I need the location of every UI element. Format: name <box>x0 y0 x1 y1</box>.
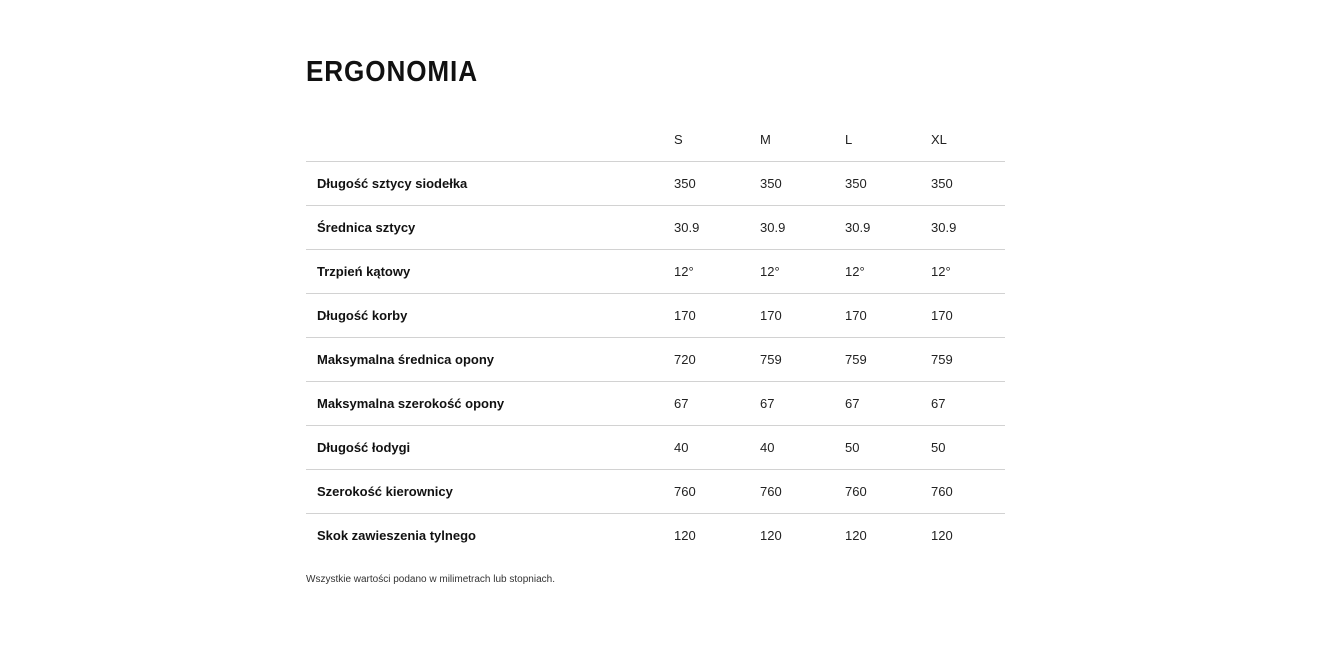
cell-value: 759 <box>844 338 930 382</box>
table-row <box>306 294 1005 338</box>
cell-value: 760 <box>844 470 930 514</box>
cell-value: 30.9 <box>930 206 1005 250</box>
cell-value: 759 <box>759 338 844 382</box>
table-row <box>306 470 1005 514</box>
cell-value: 50 <box>844 426 930 470</box>
cell-value: 12° <box>930 250 1005 294</box>
header-label-col <box>306 117 673 162</box>
cell-value: 760 <box>759 470 844 514</box>
table-row <box>306 426 1005 470</box>
cell-value: 30.9 <box>759 206 844 250</box>
table-header-row <box>306 117 1005 162</box>
row-label: Maksymalna średnica opony <box>306 338 673 382</box>
cell-value: 720 <box>673 338 759 382</box>
cell-value: 350 <box>759 162 844 206</box>
table-row <box>306 162 1005 206</box>
cell-value: 350 <box>673 162 759 206</box>
row-label: Długość korby <box>306 294 673 338</box>
cell-value: 40 <box>673 426 759 470</box>
cell-value: 350 <box>844 162 930 206</box>
size-header-l: L <box>844 117 930 162</box>
cell-value: 40 <box>759 426 844 470</box>
cell-value: 67 <box>673 382 759 426</box>
units-footnote: Wszystkie wartości podano w milimetrach lub stopniach. <box>306 574 555 585</box>
row-label: Trzpień kątowy <box>306 250 673 294</box>
table-row <box>306 250 1005 294</box>
cell-value: 120 <box>674 528 696 543</box>
cell-value: 30.9 <box>673 206 759 250</box>
cell-value: 12° <box>759 250 844 294</box>
cell-value: 120 <box>845 528 867 543</box>
cell-value: 350 <box>930 162 1005 206</box>
cell-value: 67 <box>930 382 1005 426</box>
cell-value: 170 <box>759 294 844 338</box>
cell-value: 759 <box>930 338 1005 382</box>
cell-value: 170 <box>930 294 1005 338</box>
cell-value: 170 <box>844 294 930 338</box>
table-row <box>306 206 1005 250</box>
section-title: ERGONOMIA <box>306 56 478 88</box>
cell-value: 12° <box>844 250 930 294</box>
row-label: Szerokość kierownicy <box>306 470 673 514</box>
cell-value: 760 <box>930 470 1005 514</box>
cell-value: 120 <box>931 528 953 543</box>
size-header-m: M <box>759 117 844 162</box>
row-label: Maksymalna szerokość opony <box>306 382 673 426</box>
row-label: Średnica sztycy <box>306 206 673 250</box>
cell-value: 67 <box>759 382 844 426</box>
row-label: Długość łodygi <box>306 426 673 470</box>
table-row <box>306 382 1005 426</box>
table-row <box>306 338 1005 382</box>
cell-value: 760 <box>673 470 759 514</box>
cell-value: 170 <box>673 294 759 338</box>
cell-value: 67 <box>844 382 930 426</box>
cell-value: 30.9 <box>844 206 930 250</box>
row-label: Skok zawieszenia tylnego <box>317 528 476 543</box>
ergonomics-table <box>306 117 1005 557</box>
size-header-xl: XL <box>930 117 1005 162</box>
size-header-s: S <box>673 117 759 162</box>
table-row <box>306 514 1005 558</box>
cell-value: 12° <box>673 250 759 294</box>
cell-value: 120 <box>760 528 782 543</box>
row-label: Długość sztycy siodełka <box>306 162 673 206</box>
cell-value: 50 <box>930 426 1005 470</box>
